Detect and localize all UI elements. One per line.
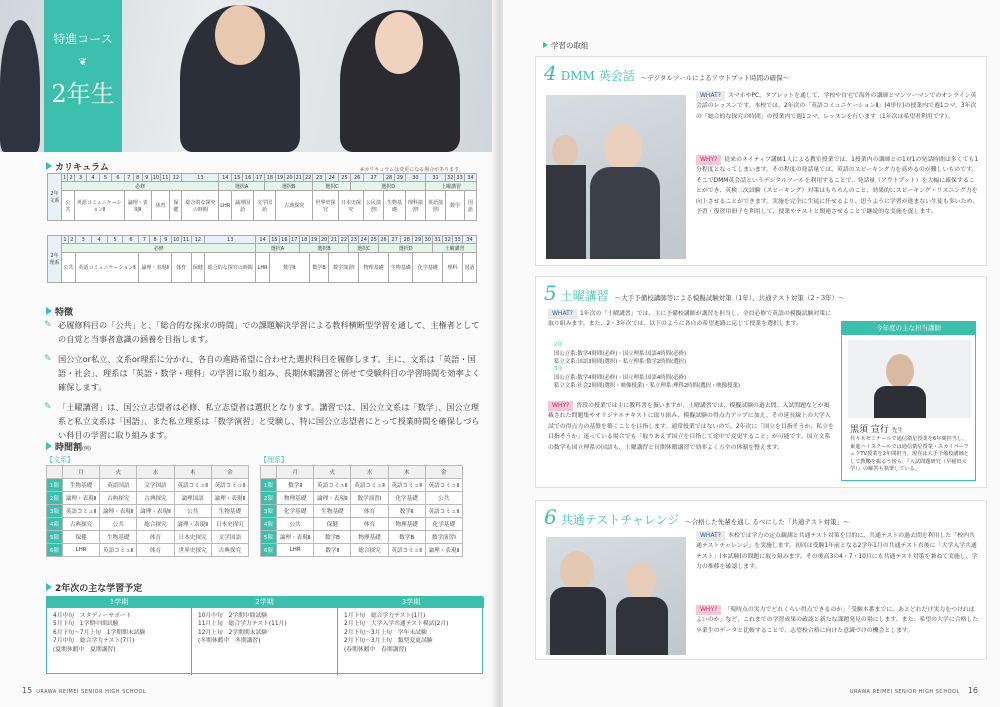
period-number: 1 bbox=[63, 236, 67, 243]
period-number: 19 bbox=[276, 174, 284, 181]
timetable-cell: 保健 bbox=[63, 531, 100, 544]
curriculum-heading: カリキュラム bbox=[46, 160, 109, 173]
period-number: 28 bbox=[384, 174, 395, 182]
period-number: 9 bbox=[160, 236, 171, 244]
period-number: 14 bbox=[219, 174, 232, 182]
timetable-cell: 物理基礎 bbox=[277, 492, 314, 505]
schedule-item: 2月下旬〜3月上旬 類型変更試験 bbox=[344, 638, 433, 645]
timetable-cell: 公共 bbox=[100, 518, 137, 531]
period-number: 2 bbox=[70, 236, 74, 243]
schedule-item: 6月下旬〜7月上旬 1学期期末試験 bbox=[53, 629, 146, 636]
group-label: 必修 bbox=[62, 244, 256, 253]
period-label: 1限 bbox=[261, 479, 277, 492]
schedule-item: 11月上旬 総合学力テスト(11月) bbox=[198, 621, 287, 628]
timetable-heading: 時間割(例) bbox=[46, 440, 91, 453]
period-number: 17 bbox=[291, 236, 298, 243]
period-number: 11 bbox=[182, 236, 190, 243]
period-number: 27 bbox=[389, 236, 401, 244]
schedule-item: (夏期休暇中 夏期講習) bbox=[53, 646, 116, 653]
right-page bbox=[503, 0, 1000, 707]
subject-cell: 体育 bbox=[151, 191, 170, 221]
group-label: 選択B bbox=[264, 182, 312, 191]
period-number: 22 bbox=[340, 236, 348, 243]
lecturer-name: 黒須 宣行 先生 bbox=[850, 425, 903, 435]
what-tag: WHAT? bbox=[548, 309, 577, 319]
curriculum-table-bunkei bbox=[47, 173, 477, 221]
subject-cell: 物理基礎 bbox=[359, 253, 389, 283]
schedule-item: 12月上旬 2学期期末試験 bbox=[198, 629, 268, 636]
period-number: 33 bbox=[454, 236, 461, 243]
subject-cell: 世界史探究 bbox=[313, 191, 338, 221]
course-banner bbox=[44, 0, 122, 152]
period-number: 3 bbox=[74, 174, 86, 182]
timetable-cell: 文学国語 bbox=[137, 479, 174, 492]
timetable-cell: 英語コミュⅡ bbox=[388, 479, 425, 492]
kyotsu-why: WHY? 「現時点の実力でどれくらい得点できるのか」「受験本番までに、あとどれだけ実力をつければよいのか」など、これまでの学習成果の確認と新たな課題発見の場にします。また、希望の大学に合格した卒業生のデータと比較することで、志望校合格に向けた意識づけの機会とします。 bbox=[696, 606, 979, 634]
period-number: 26 bbox=[380, 236, 387, 243]
dmm-what: WHAT? スマホやPC、タブレットを通して、学校や自宅で海外の講師とマンツーマンでのオンライン英会話のレッスンです。本校では、2年次の「英語コミュニケーションⅡ」(4単位)の授業内で週1コマ、3年次の「総合的な探究の時間」の授業内で週1コマ、レッスンを行います（1年次は希望者利用です）。 bbox=[696, 92, 977, 120]
subject-cell: 理科演習Ⅰ bbox=[405, 191, 425, 221]
why-tag: WHY? bbox=[696, 605, 721, 615]
term-3: 3学期 1月下旬 総合学力テスト(1月) 2月上旬 大学入学共通テスト模試(2月) 2月下旬〜3月上旬 学年末試験 2月下旬〜3月上旬 類型変更試験 (春期休暇中 春期講習) bbox=[338, 597, 484, 675]
saturday-what: WHAT? 1年次の「土曜講習」では、主に予備校講師が講習を担当し、全員必修で英語の模擬試験対策に取り組みます。また、2・3年次では、以下のように各自の希望進路に応じて授業を選択します。 bbox=[548, 310, 832, 328]
schedule-item: 5月下旬 1学期中間試験 bbox=[53, 621, 119, 628]
day-header: 木 bbox=[388, 466, 425, 479]
timetable-cell: 英語コミュⅡ bbox=[425, 479, 462, 492]
timetable-cell: 生物基礎 bbox=[63, 479, 100, 492]
timetable-cell: 英語コミュⅡ bbox=[388, 544, 425, 557]
schedule-item: 1月下旬 総合学力テスト(1月) bbox=[344, 613, 426, 619]
saturday-grade2: 2年 国公立系:数学4時間(必修)・国立理系:国語4時間(必修) 私立文系:国語3時間(選択)・私立理系:数学2時間(選択) bbox=[554, 342, 687, 365]
timetable-cell: 数学B bbox=[314, 531, 351, 544]
subject-cell: 論理国語 bbox=[232, 191, 254, 221]
period-number: 32 bbox=[444, 236, 451, 243]
course-name: 特進コース bbox=[53, 32, 113, 46]
lecturer-card bbox=[841, 321, 976, 481]
period-number: 24 bbox=[360, 236, 367, 243]
curriculum-note: ※カリキュラムは変更になる場合があります。 bbox=[360, 167, 464, 173]
period-number: 29 bbox=[414, 236, 422, 243]
day-header: 火 bbox=[314, 466, 351, 479]
period-label: 4限 bbox=[47, 518, 63, 531]
saturday-section bbox=[535, 276, 987, 488]
period-number: 31 bbox=[425, 174, 445, 182]
lecturer-header: 今年度の主な担当講師 bbox=[842, 322, 975, 335]
subject-cell: 理科 bbox=[443, 253, 463, 283]
schedule-heading: 2年次の主な学習予定 bbox=[46, 581, 142, 594]
why-tag: WHY? bbox=[548, 401, 573, 411]
period-number: 12 bbox=[170, 174, 182, 182]
timetable-cell: 論理・表現Ⅱ bbox=[63, 492, 100, 505]
timetable-cell: 化学基礎 bbox=[425, 518, 462, 531]
left-page bbox=[0, 0, 497, 707]
period-number: 18 bbox=[264, 174, 275, 182]
why-tag: WHY? bbox=[696, 155, 721, 165]
period-number: 6 bbox=[112, 174, 125, 182]
schedule-item: 2月下旬〜3月上旬 学年末試験 bbox=[344, 629, 427, 636]
period-number: 17 bbox=[254, 174, 265, 182]
day-header: 月 bbox=[277, 466, 314, 479]
corner-cell bbox=[47, 466, 63, 479]
period-label: 2限 bbox=[47, 492, 63, 505]
period-label: 5限 bbox=[47, 531, 63, 544]
period-label: 3限 bbox=[261, 505, 277, 518]
subject-cell: 数学演習Ⅰ bbox=[329, 253, 359, 283]
row-label: 2年理系 bbox=[48, 236, 62, 283]
timetable-cell: 物理基礎 bbox=[351, 531, 388, 544]
timetable-cell: 英語コミュⅡ bbox=[63, 505, 100, 518]
timetable-cell: 論理・表現Ⅱ bbox=[174, 518, 211, 531]
schedule-item: 7月中旬 総合学力テスト(7月) bbox=[53, 638, 135, 645]
subject-cell: LHR bbox=[256, 253, 270, 283]
period-number: 30 bbox=[424, 236, 431, 243]
timetable-cell: 古典探究 bbox=[63, 518, 100, 531]
schedule-item: 10月中旬 2学期中間試験 bbox=[198, 613, 268, 619]
period-number: 11 bbox=[162, 174, 169, 181]
schedule-item: 2月上旬 大学入学共通テスト模試(2月) bbox=[344, 621, 449, 628]
period-number: 3 bbox=[75, 236, 91, 244]
period-number: 26 bbox=[351, 174, 364, 182]
timetable-cell: 公共 bbox=[425, 492, 462, 505]
timetable-cell: 公共 bbox=[277, 518, 314, 531]
timetable-cell: 物理基礎 bbox=[388, 518, 425, 531]
period-number: 25 bbox=[338, 174, 351, 182]
period-number: 1 bbox=[63, 174, 67, 181]
subject-cell: 古典探究 bbox=[275, 191, 313, 221]
kyotsu-section bbox=[535, 500, 987, 660]
timetable-cell: LHR bbox=[63, 544, 100, 557]
period-number: 30 bbox=[405, 174, 425, 182]
subject-cell: 保健 bbox=[170, 191, 182, 221]
period-number: 4 bbox=[87, 174, 99, 182]
timetable-cell: 総合探究 bbox=[137, 518, 174, 531]
subject-cell: 英語コミュニケーションⅡ bbox=[74, 191, 124, 221]
period-number: 16 bbox=[281, 236, 288, 243]
period-number: 13 bbox=[205, 236, 256, 244]
group-label: 選択D bbox=[379, 244, 433, 253]
period-number: 21 bbox=[330, 236, 338, 243]
subject-cell: 生物基礎 bbox=[384, 191, 406, 221]
dmm-photo bbox=[546, 95, 686, 259]
timetable-cell: 古典探究 bbox=[211, 544, 248, 557]
timetable-cell: 論理・表現Ⅱ bbox=[211, 492, 248, 505]
kyotsu-photo bbox=[546, 537, 686, 655]
subject-cell: 保健 bbox=[191, 253, 205, 283]
timetable-cell: 日本史探究 bbox=[174, 531, 211, 544]
lecturer-bio: 代々木ゼミナールで通信衛星授業を6年間担当し、東進ハイスクールでは通信衛星授業・スカイパーフェクTV授業を2年間担当。現在は大手予備校講師として教鞭を振るう傍ら、『入試問題研究（早稲田大学）』の解答も執筆している。 bbox=[850, 436, 969, 473]
timetable-cell: LHR bbox=[277, 544, 314, 557]
period-number: 28 bbox=[401, 236, 413, 244]
group-label: 選択A bbox=[256, 244, 300, 253]
subject-cell: 公民演習Ⅰ bbox=[363, 191, 383, 221]
period-number: 16 bbox=[243, 174, 254, 182]
group-label: 選択C bbox=[349, 244, 379, 253]
timetable-cell: 体育 bbox=[137, 544, 174, 557]
group-label: 選択D bbox=[351, 182, 426, 191]
timetable-cell: 保健 bbox=[314, 518, 351, 531]
period-number: 4 bbox=[91, 236, 107, 244]
subject-cell: 数学B bbox=[309, 253, 329, 283]
subject-cell: 数学 bbox=[446, 191, 465, 221]
timetable-cell: 論理・表現Ⅱ bbox=[100, 505, 137, 518]
day-header: 水 bbox=[137, 466, 174, 479]
subject-cell: 文学国語 bbox=[254, 191, 276, 221]
timetable-cell: 日本史探究 bbox=[211, 518, 248, 531]
period-number: 14 bbox=[256, 236, 270, 244]
subject-cell: 国語 bbox=[464, 191, 476, 221]
period-number: 10 bbox=[152, 174, 160, 181]
period-number: 8 bbox=[150, 236, 161, 244]
what-tag: WHAT? bbox=[696, 91, 725, 101]
subject-cell: 公共 bbox=[62, 191, 75, 221]
timetable-rikei-title: 【理系】 bbox=[260, 456, 288, 464]
grade-title: 2年生 bbox=[51, 80, 115, 108]
subject-cell: 総合的な探究の時間 bbox=[182, 191, 219, 221]
feature-item: ✎ 必履修科目の「公共」と、「総合的な探求の時間」での課題解決学習による教科横断型学習を通して、主権者としての自覚と当事者意識の涵養を目指します。 bbox=[44, 318, 484, 346]
timetable-cell: 論理・表現Ⅱ bbox=[425, 544, 462, 557]
timetable-cell: 体育 bbox=[137, 531, 174, 544]
timetable-cell: 化学基礎 bbox=[388, 492, 425, 505]
subject-cell: 論理・表現Ⅱ bbox=[124, 191, 151, 221]
section-heading: 学習の取組 bbox=[543, 40, 589, 51]
timetable-cell: 英語コミュⅡ bbox=[100, 544, 137, 557]
period-number: 12 bbox=[191, 236, 205, 244]
period-number: 32 bbox=[447, 174, 454, 181]
lecturer-photo bbox=[848, 340, 971, 418]
period-number: 10 bbox=[172, 236, 180, 243]
day-header: 金 bbox=[211, 466, 248, 479]
group-label: 土曜講習 bbox=[425, 182, 476, 191]
timetable-cell: 世界史探究 bbox=[174, 544, 211, 557]
period-number: 7 bbox=[139, 236, 150, 244]
timetable-cell: 古典探究 bbox=[137, 492, 174, 505]
period-number: 5 bbox=[107, 236, 123, 244]
period-number: 20 bbox=[286, 174, 293, 181]
saturday-grade3: 3年 国公立系:数学4時間(必修)・国立理系:国語4時間(必修) 私立文系:社会2時間(選択・映像授業)・私立理系:理科2時間(選択・映像授業) bbox=[554, 366, 741, 389]
day-header: 金 bbox=[425, 466, 462, 479]
group-label: 選択C bbox=[313, 182, 351, 191]
timetable-cell: 論理・表現Ⅱ bbox=[314, 492, 351, 505]
timetable-cell: 英語コミュⅡ bbox=[314, 479, 351, 492]
period-number: 8 bbox=[133, 174, 142, 182]
saturday-title: 5 土曜講習 〜大手予備校講師等による模擬試験対策（1年）、共通テスト対策（2・3年）〜 bbox=[544, 281, 845, 305]
period-number: 34 bbox=[464, 174, 476, 182]
timetable-bunkei bbox=[46, 465, 249, 557]
what-tag: WHAT? bbox=[696, 531, 725, 541]
period-number: 21 bbox=[295, 174, 302, 181]
subject-cell: 公共 bbox=[62, 253, 76, 283]
timetable-cell: 論理・表現Ⅱ bbox=[137, 505, 174, 518]
group-label: 必修 bbox=[62, 182, 219, 191]
period-number: 23 bbox=[350, 236, 357, 243]
saturday-why: WHY? 普段の授業では主に教科書を扱いますが、土曜講習では、模擬試験の過去問、入試問題などが掲載された問題集やオリジナルテキストに取り組み、模擬試験の得点力アップに加え、その延長線上の大学入試での得点力の基盤を築くことを目指します。通常授業ではないので、2年次に「国立を目指そうか、私立を目指そうか」迷っている場合でも「取りあえず国立を目指して途中で変更すること」が可能です。国立文系の数学も国立理系の国語も、土曜講習と長期休暇講習で効率よく万全の体制を整えます。 bbox=[548, 402, 834, 451]
timetable-cell: 数学Ⅱ bbox=[277, 479, 314, 492]
timetable-cell: 公共 bbox=[174, 505, 211, 518]
subject-cell: 英語コミュニケーションⅡ bbox=[75, 253, 139, 283]
period-number: 9 bbox=[142, 174, 151, 182]
timetable-cell: 体育 bbox=[351, 505, 388, 518]
timetable-cell: 論理・表現Ⅱ bbox=[277, 531, 314, 544]
feature-item: ✎ 「土曜講習」は、国公立志望者は必修、私立志望者は選択となります。講習では、国公立文系は「数学」、国公立理系と私立文系は「国語」、また私立理系は「数学演習」と受験し、特に国公立志望者にとって授業時間を確保しづらい科目の学習に取り組みます。 bbox=[44, 400, 484, 442]
group-label: 土曜講習 bbox=[433, 244, 477, 253]
subject-cell: 生物基礎 bbox=[389, 253, 413, 283]
subject-cell: 化学基礎 bbox=[413, 253, 443, 283]
day-header: 木 bbox=[174, 466, 211, 479]
term-1: 1学期 4月中旬 スタディーサポート 5月下旬 1学期中間試験 6月下旬〜7月上旬 1学期期末試験 7月中旬 総合学力テスト(7月) (夏期休暇中 夏期講習) bbox=[47, 597, 192, 675]
period-label: 4限 bbox=[261, 518, 277, 531]
timetable-cell: 数学B bbox=[388, 531, 425, 544]
subject-cell: 国語 bbox=[462, 253, 476, 283]
period-number: 5 bbox=[99, 174, 111, 182]
group-label: 選択B bbox=[299, 244, 349, 253]
dmm-title: 4 DMM 英会話 〜デジタルツールによるアウトプット時間の確保〜 bbox=[544, 61, 790, 85]
features-list bbox=[44, 318, 484, 448]
page-number: 15 bbox=[22, 686, 33, 695]
period-label: 6限 bbox=[47, 544, 63, 557]
subject-cell: 総合的な探究の時間 bbox=[205, 253, 256, 283]
period-label: 1限 bbox=[47, 479, 63, 492]
period-number: 2 bbox=[69, 174, 73, 181]
period-number: 33 bbox=[456, 174, 463, 181]
dmm-why: WHY? 従来のネイティブ講師1人による教室授業では、1授業内の講師との1対1の発話時間は多くても1分程度となってしまいます。その程度の発話量では、英語のスピーキング力を高めるのが難しいものです。そこでDMM英会話というデジタルツールを利用することで、発話量（アウトプット）を大幅に確保することができ、英検二次試験（スピーキング）対策はもちろんのこと、効果的にスピーキング・リスニング力を向上させることができます。実施を完全に生徒に任せるより、思うように学習が進まない生徒も多いため、予習・復習用冊子を利用して、授業やテストと関連させることで継続的な実施を促します。 bbox=[696, 156, 979, 216]
period-label: 6限 bbox=[261, 544, 277, 557]
timetable-cell: 生物基礎 bbox=[100, 531, 137, 544]
feature-item: ✎ 国公立or私立、文系or理系に分かれ、各自の進路希望に合わせた選択科目を履修します。主に、文系は「英語・国語・社会」、理系は「英語・数学・理科」の学習に取り組み、長期休暇講習と併せて受験科目の学習時間を効率よく確保します。 bbox=[44, 352, 484, 394]
timetable-cell: 数学Ⅱ bbox=[314, 544, 351, 557]
corner-cell bbox=[261, 466, 277, 479]
timetable-rikei bbox=[260, 465, 463, 557]
period-number: 29 bbox=[394, 174, 405, 182]
timetable-cell: 英語コミュⅡ bbox=[211, 479, 248, 492]
period-number: 13 bbox=[182, 174, 219, 182]
dmm-section bbox=[535, 56, 987, 266]
timetable-cell: 生物基礎 bbox=[211, 505, 248, 518]
timetable-cell: 文学国語 bbox=[211, 531, 248, 544]
timetable-cell: 英語コミュⅡ bbox=[425, 505, 462, 518]
period-number: 22 bbox=[304, 174, 312, 181]
school-name: URAWA REIMEI SENIOR HIGH SCHOOL bbox=[36, 689, 147, 695]
period-number: 15 bbox=[271, 236, 278, 243]
school-name: URAWA REIMEI SENIOR HIGH SCHOOL bbox=[849, 689, 960, 695]
timetable-cell: 数学演習Ⅰ bbox=[425, 531, 462, 544]
timetable-cell: 古典探究 bbox=[100, 492, 137, 505]
timetable-cell: 総合探究 bbox=[351, 544, 388, 557]
day-header: 月 bbox=[63, 466, 100, 479]
schedule-item: (春期休暇中 春期講習) bbox=[344, 646, 407, 653]
period-number: 19 bbox=[310, 236, 318, 243]
period-number: 31 bbox=[434, 236, 441, 243]
timetable-cell: 数学演習Ⅰ bbox=[351, 492, 388, 505]
page-number: 16 bbox=[967, 686, 978, 695]
period-number: 25 bbox=[370, 236, 377, 243]
period-number: 34 bbox=[462, 236, 476, 244]
timetable-cell: 論理国語 bbox=[174, 492, 211, 505]
ornament-icon: ❦ bbox=[78, 57, 88, 68]
period-label: 5限 bbox=[261, 531, 277, 544]
subject-cell: 英語演習Ⅰ bbox=[425, 191, 445, 221]
right-footer bbox=[846, 686, 978, 695]
period-number: 27 bbox=[363, 174, 383, 182]
kyotsu-what: WHAT? 本校では学力の定点観測と共通テスト対策を目的に、共通テストの過去問を利用した「校内共通テストチャレンジ」を実施します。初回は受験1年前となる2学年1月の共通テスト直後に「大学入学共通テスト」(本試験)の問題に取り組みます。その後高3の4・7・10月にも共通テスト対策を兼ねて実施し、学力の推移を確認します。 bbox=[696, 532, 978, 571]
row-label: 2年文系 bbox=[48, 174, 62, 221]
day-header: 水 bbox=[351, 466, 388, 479]
period-number: 24 bbox=[325, 174, 338, 182]
period-label: 3限 bbox=[47, 505, 63, 518]
timetable-cell: 体育 bbox=[351, 518, 388, 531]
period-number: 18 bbox=[300, 236, 308, 243]
subject-cell: 論理・表現Ⅱ bbox=[139, 253, 171, 283]
subject-cell: 日本史探究 bbox=[338, 191, 363, 221]
group-label: 選択A bbox=[219, 182, 265, 191]
left-footer bbox=[22, 686, 146, 695]
subject-cell: 数学Ⅱ bbox=[269, 253, 309, 283]
period-number: 7 bbox=[124, 174, 133, 182]
features-heading: 特徴 bbox=[46, 305, 73, 318]
timetable-cell: 化学基礎 bbox=[277, 505, 314, 518]
period-number: 20 bbox=[320, 236, 328, 243]
term-2: 2学期 10月中旬 2学期中間試験 11月上旬 総合学力テスト(11月) 12月上旬 2学期期末試験 (冬期休暇中 冬期講習) bbox=[192, 597, 338, 675]
schedule-item: (冬期休暇中 冬期講習) bbox=[198, 638, 261, 645]
timetable-cell: 英語コミュⅡ bbox=[351, 479, 388, 492]
timetable-cell: 数学Ⅱ bbox=[388, 505, 425, 518]
timetable-cell: 生物基礎 bbox=[314, 505, 351, 518]
subject-cell: LHR bbox=[219, 191, 232, 221]
period-label: 2限 bbox=[261, 492, 277, 505]
schedule-box bbox=[46, 596, 483, 674]
period-number: 6 bbox=[123, 236, 139, 244]
timetable-cell: 英語国語 bbox=[100, 479, 137, 492]
period-number: 15 bbox=[232, 174, 243, 182]
timetable-cell: 英語コミュⅡ bbox=[174, 479, 211, 492]
timetable-bunkei-title: 【文系】 bbox=[46, 456, 74, 464]
curriculum-table-rikei bbox=[47, 235, 477, 283]
period-number: 23 bbox=[313, 174, 326, 182]
kyotsu-title: 6 共通テストチャレンジ 〜合格した先輩を通し るべにした「共通テスト対策」〜 bbox=[544, 505, 850, 529]
subject-cell: 体育 bbox=[171, 253, 191, 283]
day-header: 火 bbox=[100, 466, 137, 479]
schedule-item: 4月中旬 スタディーサポート bbox=[53, 613, 132, 619]
